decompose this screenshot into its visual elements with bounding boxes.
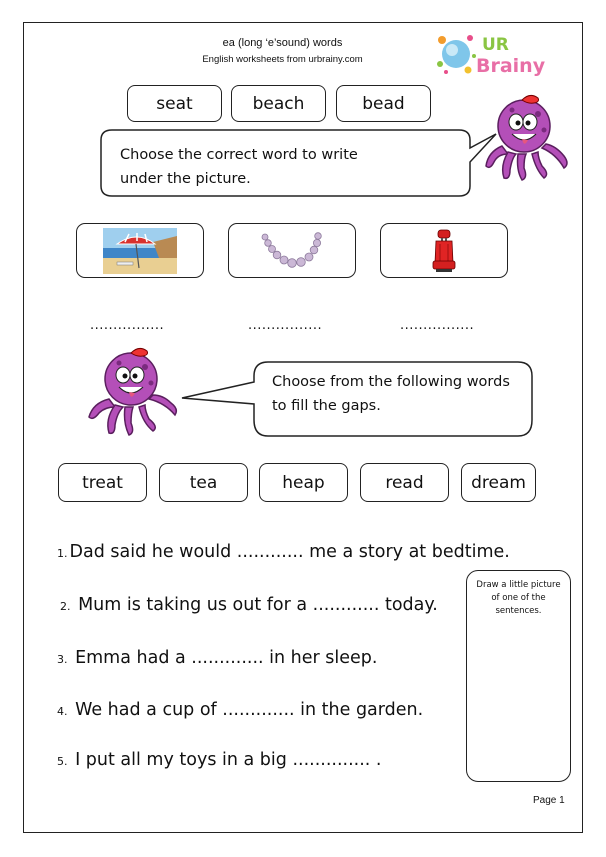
svg-text:UR: UR xyxy=(482,35,509,55)
sentence-number: 2. xyxy=(60,600,71,613)
word-card-seat: seat xyxy=(127,85,222,122)
car-seat-icon xyxy=(432,229,456,273)
beach-umbrella-icon xyxy=(103,228,177,274)
sentence-4 xyxy=(57,700,423,720)
instruction-2-line1: Choose from the following words xyxy=(272,374,510,390)
octopus-mascot-icon xyxy=(482,92,572,184)
word-card-bead: bead xyxy=(336,85,431,122)
word-card-read: read xyxy=(360,463,449,502)
word-card-treat: treat xyxy=(58,463,147,502)
instruction-1-line1: Choose the correct word to write xyxy=(120,147,358,163)
sentence-3 xyxy=(57,648,377,668)
instruction-1-line2: under the picture. xyxy=(120,171,251,187)
worksheet-subtitle: English worksheets from urbrainy.com xyxy=(202,54,363,65)
picture-box-beach xyxy=(76,223,204,278)
instruction-1 xyxy=(120,143,358,191)
worksheet-title: ea (long ‘e’sound) words xyxy=(222,37,343,49)
page-number: Page 1 xyxy=(533,795,565,806)
sentence-text: Mum is taking us out for a ............ today. xyxy=(78,595,438,615)
sentence-2 xyxy=(60,595,438,615)
instruction-2-line2: to fill the gaps. xyxy=(272,398,381,414)
sentence-number: 3. xyxy=(57,653,68,666)
answer-line-2[interactable]: ................ xyxy=(248,318,323,333)
svg-text:Brainy: Brainy xyxy=(476,55,546,77)
word-card-heap: heap xyxy=(259,463,348,502)
sentence-text: Emma had a ............. in her sleep. xyxy=(75,648,378,668)
sentence-number: 5. xyxy=(57,755,68,768)
sentence-number: 1. xyxy=(57,547,68,560)
octopus-mascot-icon xyxy=(85,345,180,439)
picture-box-beads xyxy=(228,223,356,278)
answer-line-3[interactable]: ................ xyxy=(400,318,475,333)
word-card-tea: tea xyxy=(159,463,248,502)
word-card-dream: dream xyxy=(461,463,536,502)
sentence-text: Dad said he would ............ me a story at bedtime. xyxy=(69,542,510,562)
sentence-number: 4. xyxy=(57,705,68,718)
sentence-text: We had a cup of ............. in the garden. xyxy=(75,700,424,720)
drawing-area-instruction: Draw a little picture of one of the sentences. xyxy=(476,580,561,616)
drawing-area[interactable] xyxy=(466,570,571,782)
sentence-5 xyxy=(57,750,381,770)
instruction-2 xyxy=(272,370,510,418)
word-card-beach: beach xyxy=(231,85,326,122)
answer-line-1[interactable]: ................ xyxy=(90,318,165,333)
urbrainy-logo xyxy=(432,28,552,80)
picture-box-seat xyxy=(380,223,508,278)
bead-necklace-icon xyxy=(257,231,327,271)
sentence-text: I put all my toys in a big .............. . xyxy=(75,750,382,770)
sentence-1 xyxy=(57,542,510,562)
